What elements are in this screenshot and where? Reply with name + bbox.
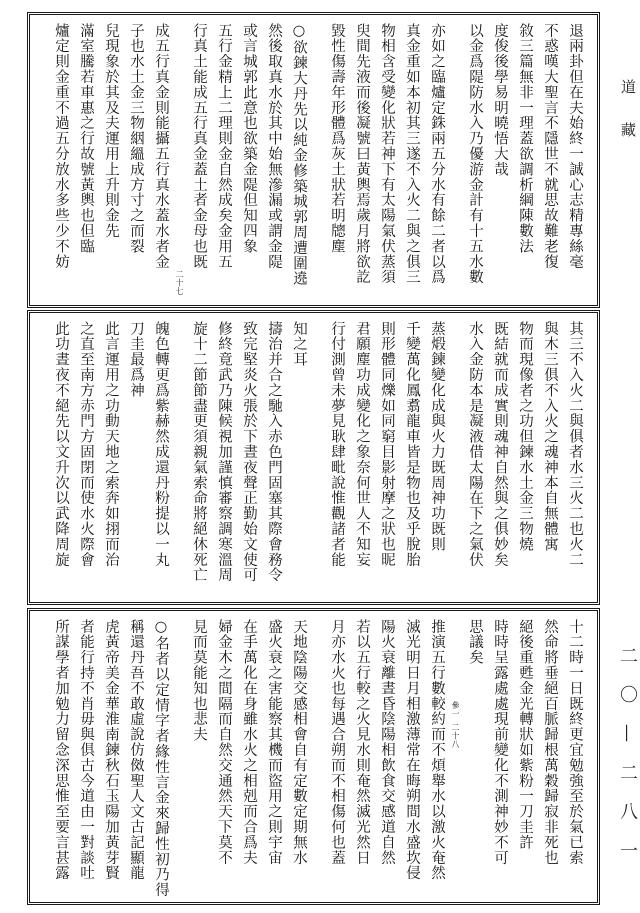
text-column: 知之耳	[291, 321, 307, 368]
text-fold-1	[462, 23, 587, 301]
text-column: 度俊後學易明曉悟大哉	[492, 23, 508, 177]
text-column: 天地陰陽交感相會自有定數定期無水	[291, 619, 307, 866]
text-column: 則形體同爍如同窮目影射摩之狀也昵	[379, 321, 395, 568]
text-column: 物而現像者之功但鍊水土金三物燒	[517, 321, 533, 552]
text-column: 臾間先液而後凝號曰黃輿焉歲月將欲訖	[354, 23, 370, 285]
text-column: 致完堅炎火張於下晝夜聲正勤始文使可	[241, 321, 257, 583]
collection-title-char-1: 道	[621, 78, 637, 96]
text-register-3	[27, 608, 600, 905]
text-column: 推演五行數較約而不煩舉水以激火奄然	[429, 619, 445, 881]
text-fold-4	[48, 23, 173, 301]
text-column: 物相含受變化狀若神下有太陽氣伏蒸須	[379, 23, 395, 285]
fold-gutter	[311, 23, 324, 301]
text-column: 毀性傷壽年形體爲灰土狀若明牕塵	[329, 23, 345, 254]
text-column: 修終竟武乃陳候視加謹慎審察調寒溫周	[216, 321, 232, 583]
text-column: 水入金防本是凝液借太陽在下之氣伏	[467, 321, 483, 568]
fold-gutter	[449, 23, 462, 301]
fold-gutter	[311, 321, 324, 598]
block-number-marker: 參一	[451, 701, 460, 718]
text-column: 不惑嘆大聖言不隱世不就思故難老復	[542, 23, 558, 270]
text-column: 成五行真金則能攝五行真水蓋水者金	[153, 23, 169, 270]
text-column: ○名者以定情字者緣性言金來歸性初乃得	[153, 619, 169, 898]
text-column: 與木三俱不入火之魂神本自無體寓	[542, 321, 558, 552]
text-column: 擣治并合之馳入赤色門固塞其際會務令	[266, 321, 282, 583]
text-column: 月亦水火也每遇合朔而不相傷何也蓋	[329, 619, 345, 866]
text-register-2	[27, 310, 600, 605]
text-column: ○欲鍊大丹先以純金修築城郭周遭圍遶	[291, 23, 307, 287]
text-column: 爐定則金重不過五分放水多些少不妨	[53, 23, 69, 270]
text-column: 滿室騰若車惠之行故號黃輿也但臨	[78, 23, 94, 254]
block-number-marker: 二十七	[175, 269, 184, 295]
fold-gutter	[173, 321, 186, 598]
text-fold-3	[186, 321, 311, 598]
text-column: 思議矣	[467, 619, 483, 666]
fold-row	[48, 321, 587, 598]
text-column: 五行金精上二理則金自然成矣金用五	[216, 23, 232, 270]
text-fold-1	[462, 321, 587, 598]
fold-gutter	[449, 321, 462, 598]
text-fold-2	[324, 23, 449, 301]
fold-row	[48, 23, 587, 301]
text-column: 或言城郭此意也欲築金隄但知四象	[241, 23, 257, 254]
text-column: 者能行持不肖毋與俱古今道由一對談吐	[78, 619, 94, 881]
fold-gutter	[173, 619, 186, 898]
text-column: 亦如之臨爐定銖兩五分水有餘二者以爲	[429, 23, 445, 285]
text-column: 此言運用之功動天地之索奔如挧而治	[103, 321, 119, 568]
text-column: 行真土能成五行真金蓋土者金母也既	[191, 23, 207, 270]
text-column: 陽火衰離晝昏陰陽相飲食交感道自然	[379, 619, 395, 866]
text-fold-3	[186, 23, 311, 301]
text-fold-4	[48, 619, 173, 898]
text-column: 既結就而成實則魂神自然與之俱妙矣	[492, 321, 508, 568]
text-column: 敘三篇無非一理蓋欲調析綱陳數法	[517, 23, 533, 254]
text-column: 所謀學者加勉力留念深思惟至要言甚露	[53, 619, 69, 881]
text-column: 真金重如本初其三遂不入火二與之俱三	[404, 23, 420, 285]
text-fold-3	[186, 619, 311, 898]
text-column: 此功晝夜不絕先以文升次以武降周旋	[53, 321, 69, 568]
text-column: 以金爲隄防水入乃優游金計有十五水數	[467, 23, 483, 285]
text-column: 十二時一日既終更宜勉強至於氣已索	[567, 619, 583, 866]
fold-gutter	[173, 23, 186, 301]
text-column: 君願塵功成變化之象奈何世人不知妄	[354, 321, 370, 568]
text-column: 滅光明日月相激薄常在晦朔間水盛坎侵	[404, 619, 420, 881]
text-fold-1	[462, 619, 587, 898]
text-column: 退兩卦但在夫始終一誠心志精專絲毫	[567, 23, 583, 270]
text-column: 時時呈露處處現前變化不測神妙不可	[492, 619, 508, 866]
text-column: 其三不入火二與俱者水三火二也火二	[567, 321, 583, 568]
text-column: 之直至南方赤門方固閉而使水火際會	[78, 321, 94, 568]
text-register-1	[27, 12, 600, 308]
text-column: 然命將垂絕百脈歸根萬穀歸寂非死也	[542, 619, 558, 866]
text-column: 行付測曾未夢見耿肆毗說惟觀諸者能	[329, 321, 345, 568]
text-column: 然後取真水於其中始無滲漏或謂金隄	[266, 23, 282, 270]
text-column: 盛火衰之害能察其機而盜用之則宇宙	[266, 619, 282, 866]
text-column: 子也水土金三物絪縕成方寸之而裂	[128, 23, 144, 254]
text-column: 絕後重甦金光轉狀如紫粉一刀圭許	[517, 619, 533, 850]
text-fold-2	[324, 619, 449, 898]
text-column: 刀圭最爲神	[128, 321, 144, 398]
block-number-marker: 二十八	[451, 723, 460, 749]
text-column: 旋十二節節盡更須親氣索命將絕休死亡	[191, 321, 207, 583]
text-fold-2	[324, 321, 449, 598]
page-number: 二〇—二八一	[617, 646, 638, 880]
fold-gutter	[449, 619, 462, 898]
text-fold-4	[48, 321, 173, 598]
text-column: 婦金木之間隔而自然交通然天下莫不	[216, 619, 232, 866]
text-column: 魄色轉更爲紫赫然成還丹粉提以一丸	[153, 321, 169, 568]
text-column: 虎黃帝美金華淮南鍊秋石玉陽加黃芽賢	[103, 619, 119, 881]
text-column: 千變萬化鳳翥龍車皆是物也及乎脫胎	[404, 321, 420, 568]
fold-row	[48, 619, 587, 898]
text-column: 蒸煅鍊變化成與火力既周神功既則	[429, 321, 445, 552]
text-column: 兒現象於其及夫運用上升則金先	[103, 23, 119, 239]
text-column: 若以五行較之火見水則奄然滅光然日	[354, 619, 370, 866]
text-column: 見而莫能知也悲夫	[191, 619, 207, 743]
text-column: 稱還丹吾不敢虛說仿傚聖人文古記顯龍	[128, 619, 144, 881]
collection-title-char-2: 藏	[621, 121, 637, 139]
text-column: 在手萬化在身雖水火之相剋而合爲夫	[241, 619, 257, 866]
fold-gutter	[311, 619, 324, 898]
